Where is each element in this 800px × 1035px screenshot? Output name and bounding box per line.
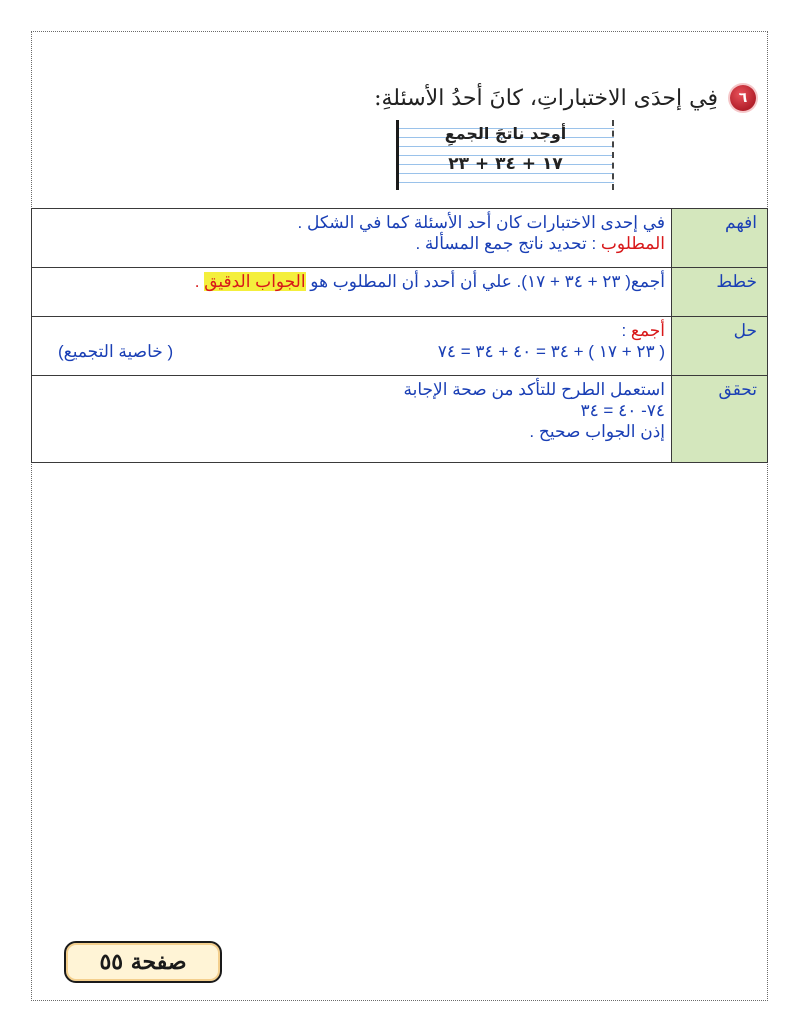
label-solve: حل [672,317,768,376]
cell-understand [32,209,672,268]
check-line2: ٧٤- ٤٠ = ٣٤ [580,401,665,420]
card-instruction: أوجد ناتجَ الجمعِ [444,124,567,143]
card-expression: ١٧ + ٣٤ + ٢٣ [448,154,563,174]
solve-title-colon: : [621,321,631,340]
solve-property: ( خاصية التجميع) [58,342,174,361]
solve-equation: ( ٢٣ + ١٧ ) + ٣٤ = ٤٠ + ٣٤ = ٧٤ [437,342,665,361]
plan-end: . [194,272,205,291]
plan-text: أجمع( ٢٣ + ٣٤ + ١٧). علي أن أحدد أن المطلوب هو [305,272,665,291]
row-plan [32,268,768,317]
solve-equation-row [38,341,665,362]
required-text: : تحديد ناتج جمع المسألة . [415,234,601,253]
check-line3: إذن الجواب صحيح . [529,422,665,441]
understand-line1: في إحدى الاختبارات كان أحد الأسئلة كما في الشكل . [297,213,665,232]
label-check: تحقق [672,376,768,463]
solve-title-word: أجمع [630,321,665,340]
cell-solve [32,317,672,376]
row-understand [32,209,768,268]
understand-line2 [38,233,665,254]
plan-highlight: الجواب الدقيق [204,272,306,291]
row-solve [32,317,768,376]
cell-plan [32,268,672,317]
check-line1: استعمل الطرح للتأكد من صحة الإجابة [403,380,665,399]
solve-title [38,320,665,341]
question-number-badge: ٦ [730,85,756,111]
required-label: المطلوب [600,234,665,253]
page-number-badge: صفحة ٥٥ [64,941,222,983]
question-header [156,80,756,116]
question-title: فِي إحدَى الاختباراتِ، كانَ أحدُ الأسئلةِ: [374,85,718,111]
question-card [396,120,614,190]
label-plan: خطط [672,268,768,317]
solution-table [31,208,768,463]
cell-check [32,376,672,463]
label-understand: افهم [672,209,768,268]
row-check [32,376,768,463]
